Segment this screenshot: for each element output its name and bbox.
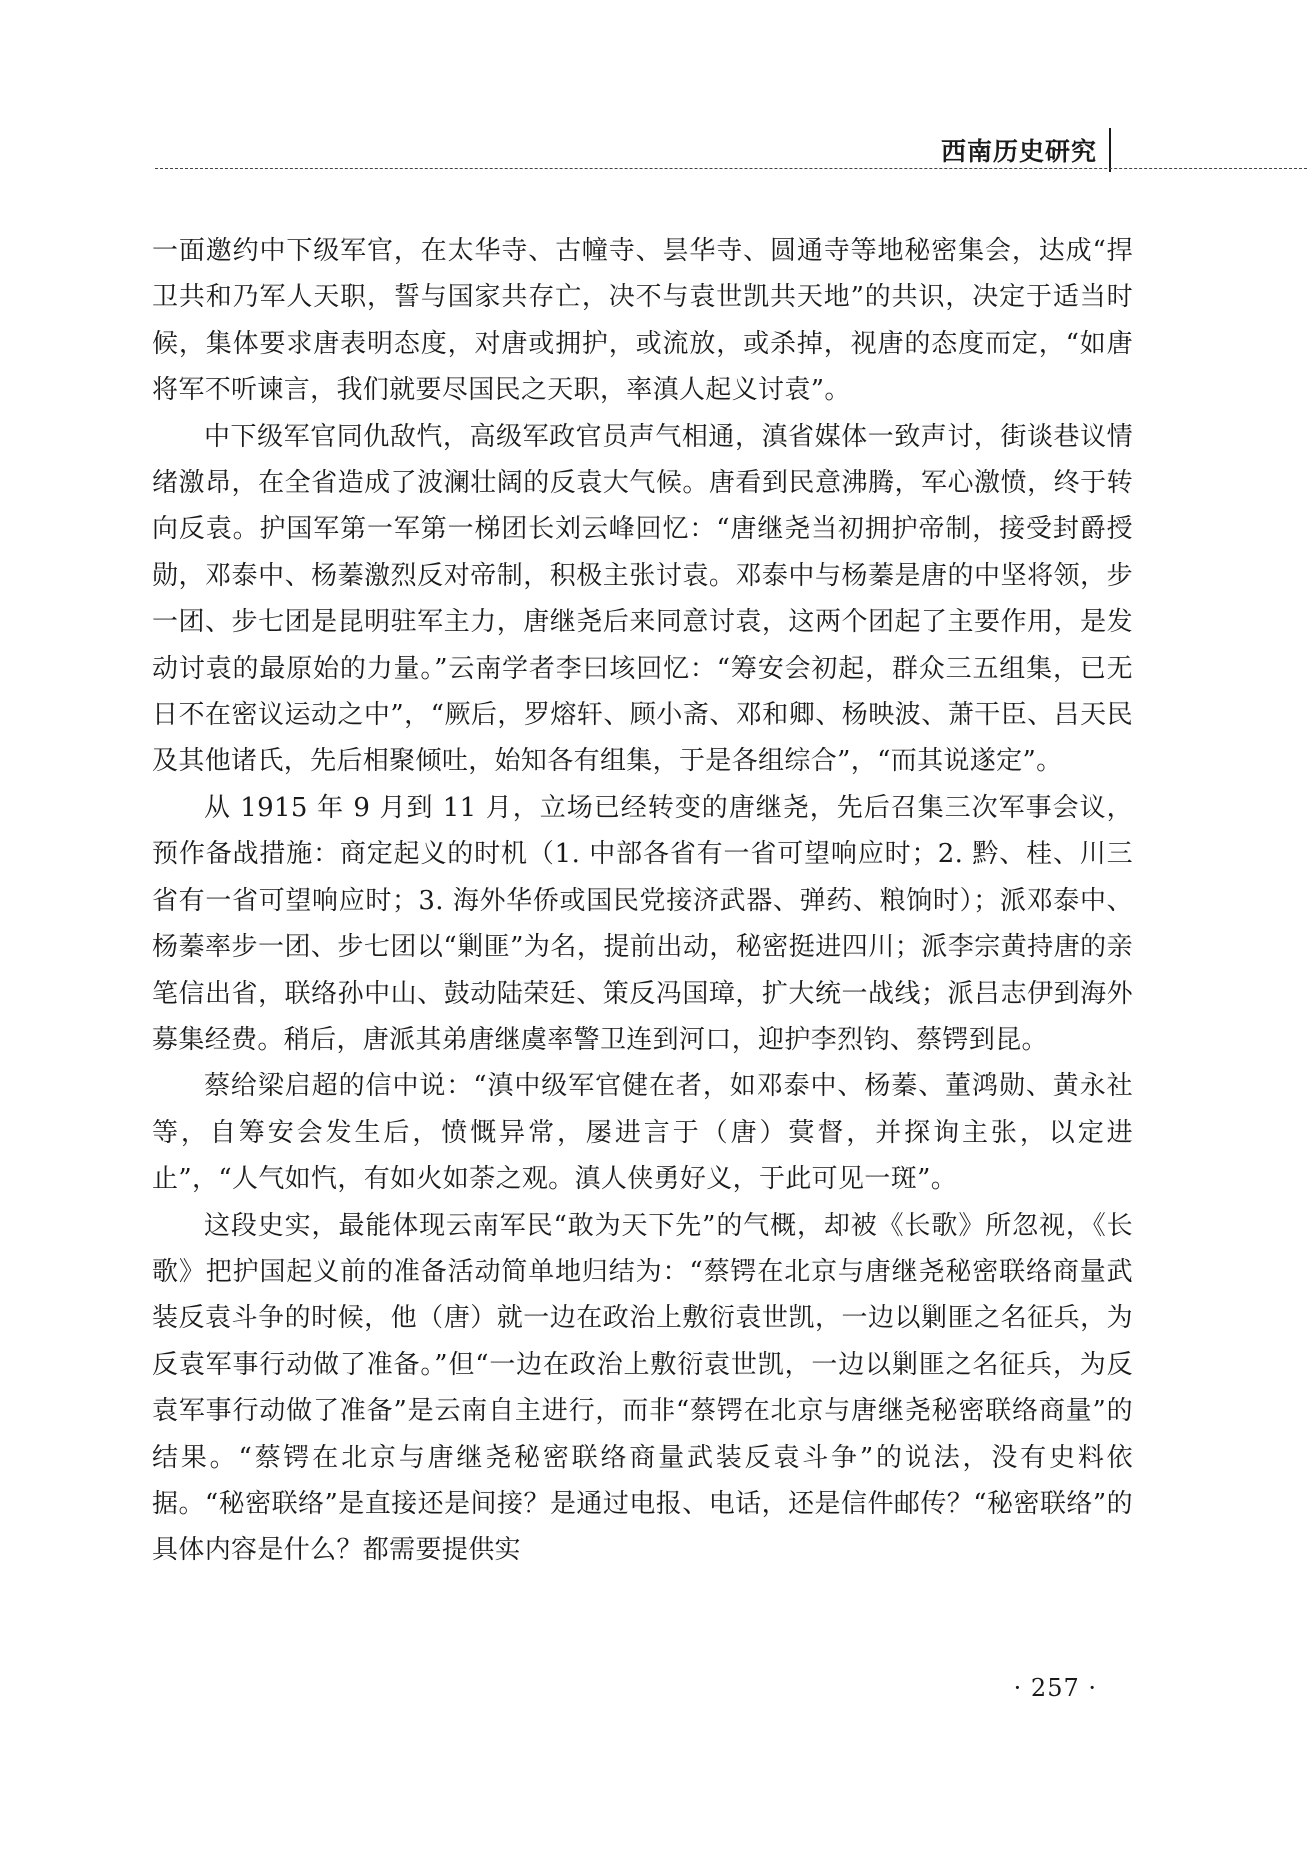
header-vertical-rule	[1109, 128, 1111, 172]
journal-title: 西南历史研究	[940, 137, 1097, 166]
article-body	[152, 228, 1133, 1574]
paragraph: 蔡给梁启超的信中说：“滇中级军官健在者，如邓泰中、杨蓁、董鸿勋、黄永社等，自筹安会发生后，愤慨异常，屡进言于（唐）蓂督，并探询主张，以定进止”，“人气如忾，有如火如荼之观。滇人侠勇好义，于此可见一斑”。	[152, 1071, 1133, 1195]
paragraph: 中下级军官同仇敌忾，高级军政官员声气相通，滇省媒体一致声讨，街谈巷议情绪激昂，在全省造成了波澜壮阔的反袁大气候。唐看到民意沸腾，军心激愤，终于转向反袁。护国军第一军第一梯团长刘云峰回忆：“唐继尧当初拥护帝制，接受封爵授勋，邓泰中、杨蓁激烈反对帝制，积极主张讨袁。邓泰中与杨蓁是唐的中坚将领，步一团、步七团是昆明驻军主力，唐继尧后来同意讨袁，这两个团起了主要作用，是发动讨袁的最原始的力量。”云南学者李曰垓回忆：“筹安会初起，群众三五组集，已无日不在密议运动之中”，“厥后，罗熔轩、顾小斋、邓和卿、杨映波、萧干臣、吕天民及其他诸氏，先后相聚倾吐，始知各有组集，于是各组综合”，“而其说遂定”。	[152, 421, 1133, 777]
paragraph-continued: 一面邀约中下级军官，在太华寺、古幢寺、昙华寺、圆通寺等地秘密集会，达成“捍卫共和乃军人天职，誓与国家共存亡，决不与袁世凯共天地”的共识，决定于适当时候，集体要求唐表明态度，对唐或拥护，或流放，或杀掉，视唐的态度而定，“如唐将军不听谏言，我们就要尽国民之天职，率滇人起义讨袁”。	[152, 236, 1133, 406]
page-number: · 257 ·	[1013, 1674, 1097, 1702]
running-head	[941, 128, 1111, 172]
paragraph: 从 1915 年 9 月到 11 月，立场已经转变的唐继尧，先后召集三次军事会议，预作备战措施：商定起义的时机（1. 中部各省有一省可望响应时；2. 黔、桂、川三省有一省可望响应时；3. 海外华侨或国民党接济武器、弹药、粮饷时）；派邓泰中、杨蓁率步一团、步七团以“剿匪”为名，提前出动，秘密挺进四川；派李宗黄持唐的亲笔信出省，联络孙中山、鼓动陆荣廷、策反冯国璋，扩大统一战线；派吕志伊到海外募集经费。稍后，唐派其弟唐继虞率警卫连到河口，迎护李烈钧、蔡锷到昆。	[152, 792, 1133, 1055]
paragraph: 这段史实，最能体现云南军民“敢为天下先”的气概，却被《长歌》所忽视，《长歌》把护国起义前的准备活动简单地归结为：“蔡锷在北京与唐继尧秘密联络商量武装反袁斗争的时候，他（唐）就一边在政治上敷衍袁世凯，一边以剿匪之名征兵，为反袁军事行动做了准备。”但“一边在政治上敷衍袁世凯，一边以剿匪之名征兵，为反袁军事行动做了准备”是云南自主进行，而非“蔡锷在北京与唐继尧秘密联络商量”的结果。“蔡锷在北京与唐继尧秘密联络商量武装反袁斗争”的说法，没有史料依据。“秘密联络”是直接还是间接？是通过电报、电话，还是信件邮传？“秘密联络”的具体内容是什么？都需要提供实	[152, 1210, 1133, 1566]
header-dashed-rule	[155, 168, 1307, 169]
